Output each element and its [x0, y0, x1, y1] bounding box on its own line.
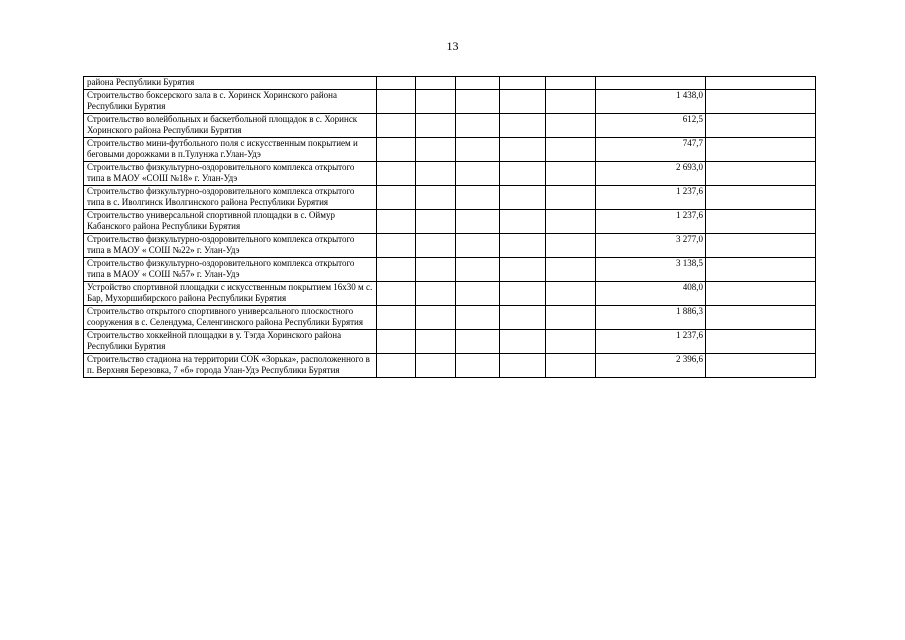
table-row: [84, 209, 816, 233]
row-name-cell: Строительство открытого спортивного универсального плоскостного сооружения в с. Селендума, Селенгинского района Республики Бурятия: [84, 305, 377, 329]
empty-cell: [377, 257, 416, 281]
empty-cell: [377, 329, 416, 353]
table-row: [84, 353, 816, 377]
empty-cell: [456, 233, 500, 257]
table-row: [84, 161, 816, 185]
empty-cell: [416, 137, 456, 161]
row-amount-cell: 3 138,5: [596, 257, 706, 281]
empty-cell: [500, 185, 546, 209]
row-amount-cell: 408,0: [596, 281, 706, 305]
empty-cell: [416, 329, 456, 353]
empty-cell: [416, 185, 456, 209]
row-amount-cell: 3 277,0: [596, 233, 706, 257]
empty-cell: [416, 113, 456, 137]
row-amount-cell: 1 237,6: [596, 209, 706, 233]
empty-cell: [546, 113, 596, 137]
empty-cell: [546, 281, 596, 305]
empty-cell: [706, 353, 816, 377]
empty-cell: [377, 209, 416, 233]
empty-cell: [706, 305, 816, 329]
empty-cell: [706, 137, 816, 161]
empty-cell: [500, 113, 546, 137]
empty-cell: [377, 137, 416, 161]
empty-cell: [416, 257, 456, 281]
empty-cell: [416, 353, 456, 377]
table-row: [84, 137, 816, 161]
empty-cell: [500, 281, 546, 305]
empty-cell: [377, 233, 416, 257]
empty-cell: [377, 77, 416, 90]
row-name-cell: Строительство боксерского зала в с. Хоринск Хоринского района Республики Бурятия: [84, 89, 377, 113]
empty-cell: [416, 209, 456, 233]
empty-cell: [456, 353, 500, 377]
row-name-cell: Строительство универсальной спортивной площадки в с. Оймур Кабанского района Республики Бурятия: [84, 209, 377, 233]
empty-cell: [546, 305, 596, 329]
empty-cell: [377, 281, 416, 305]
row-amount-cell: 1 237,6: [596, 329, 706, 353]
empty-cell: [456, 209, 500, 233]
empty-cell: [456, 161, 500, 185]
empty-cell: [377, 113, 416, 137]
empty-cell: [500, 257, 546, 281]
row-amount-cell: 1 438,0: [596, 89, 706, 113]
row-amount-cell: 1 886,3: [596, 305, 706, 329]
empty-cell: [706, 281, 816, 305]
empty-cell: [500, 77, 546, 90]
row-name-cell: Строительство физкультурно-оздоровительного комплекса открытого типа в с. Иволгинск Иволгинского района Республики Бурятия: [84, 185, 377, 209]
empty-cell: [500, 209, 546, 233]
empty-cell: [456, 185, 500, 209]
empty-cell: [546, 257, 596, 281]
empty-cell: [456, 113, 500, 137]
empty-cell: [377, 305, 416, 329]
empty-cell: [456, 77, 500, 90]
empty-cell: [546, 233, 596, 257]
empty-cell: [546, 185, 596, 209]
row-amount-cell: 2 396,6: [596, 353, 706, 377]
empty-cell: [500, 329, 546, 353]
table-row: [84, 89, 816, 113]
empty-cell: [546, 161, 596, 185]
empty-cell: [456, 137, 500, 161]
empty-cell: [706, 89, 816, 113]
budget-table-body: [84, 77, 816, 378]
empty-cell: [377, 161, 416, 185]
row-name-cell: Строительство хоккейной площадки в у. Тэгда Хоринского района Республики Бурятия: [84, 329, 377, 353]
empty-cell: [706, 113, 816, 137]
row-amount-cell: 612,5: [596, 113, 706, 137]
empty-cell: [377, 89, 416, 113]
empty-cell: [416, 161, 456, 185]
empty-cell: [456, 329, 500, 353]
empty-cell: [500, 89, 546, 113]
empty-cell: [500, 305, 546, 329]
page-number: 13: [446, 39, 459, 53]
empty-cell: [456, 305, 500, 329]
empty-cell: [546, 77, 596, 90]
row-name-cell: района Республики Бурятия: [84, 77, 377, 90]
empty-cell: [377, 185, 416, 209]
empty-cell: [706, 209, 816, 233]
table-row: [84, 257, 816, 281]
row-name-cell: Строительство физкультурно-оздоровительного комплекса открытого типа в МАОУ « СОШ №22» г. Улан-Удэ: [84, 233, 377, 257]
empty-cell: [546, 137, 596, 161]
empty-cell: [456, 257, 500, 281]
empty-cell: [500, 161, 546, 185]
empty-cell: [456, 281, 500, 305]
empty-cell: [416, 233, 456, 257]
row-name-cell: Строительство мини-футбольного поля с искусственным покрытием и беговыми дорожками в п.Тулунжа г.Улан-Удэ: [84, 137, 377, 161]
row-name-cell: Строительство волейбольных и баскетбольной площадок в с. Хоринск Хоринского района Республики Бурятия: [84, 113, 377, 137]
empty-cell: [706, 257, 816, 281]
empty-cell: [416, 281, 456, 305]
row-name-cell: Строительство стадиона на территории СОК «Зорька», расположенного в п. Верхняя Березовка, 7 «б» города Улан-Удэ Республики Бурятия: [84, 353, 377, 377]
row-name-cell: Строительство физкультурно-оздоровительного комплекса открытого типа в МАОУ « СОШ №57» г. Улан-Удэ: [84, 257, 377, 281]
empty-cell: [500, 233, 546, 257]
empty-cell: [546, 353, 596, 377]
table-row: [84, 281, 816, 305]
row-name-cell: Строительство физкультурно-оздоровительного комплекса открытого типа в МАОУ «СОШ №18» г. Улан-Удэ: [84, 161, 377, 185]
empty-cell: [706, 185, 816, 209]
row-amount-cell: [596, 77, 706, 90]
empty-cell: [706, 77, 816, 90]
table-row: [84, 329, 816, 353]
row-amount-cell: 2 693,0: [596, 161, 706, 185]
empty-cell: [500, 353, 546, 377]
table-row: [84, 185, 816, 209]
empty-cell: [706, 329, 816, 353]
budget-table: [83, 76, 816, 378]
empty-cell: [706, 233, 816, 257]
empty-cell: [416, 77, 456, 90]
empty-cell: [377, 353, 416, 377]
empty-cell: [456, 89, 500, 113]
row-amount-cell: 1 237,6: [596, 185, 706, 209]
table-row: [84, 77, 816, 90]
table-row: [84, 233, 816, 257]
row-name-cell: Устройство спортивной площадки с искусственным покрытием 16х30 м с. Бар, Мухоршибирского района Республики Бурятия: [84, 281, 377, 305]
table-row: [84, 305, 816, 329]
row-amount-cell: 747,7: [596, 137, 706, 161]
empty-cell: [546, 89, 596, 113]
empty-cell: [706, 161, 816, 185]
empty-cell: [416, 305, 456, 329]
empty-cell: [546, 329, 596, 353]
table-row: [84, 113, 816, 137]
empty-cell: [500, 137, 546, 161]
empty-cell: [546, 209, 596, 233]
empty-cell: [416, 89, 456, 113]
